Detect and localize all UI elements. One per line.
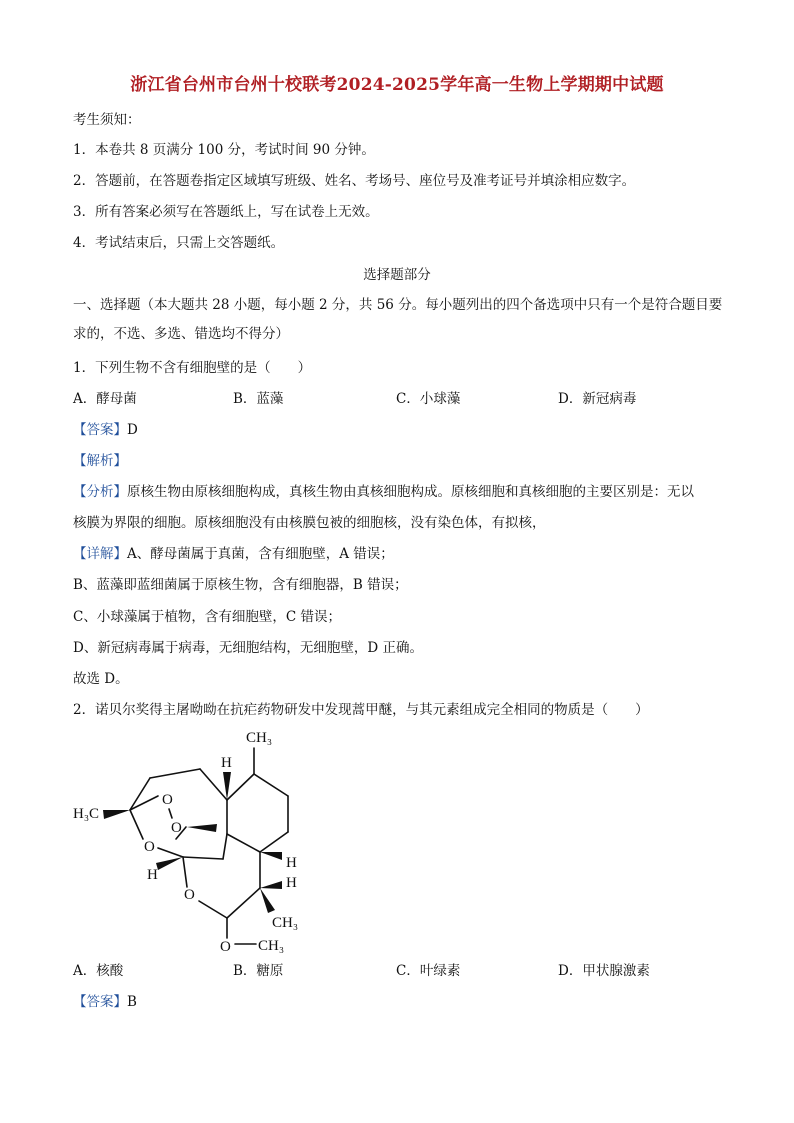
q1-xiangjie-line: B、蓝藻即蓝细菌属于原核生物，含有细胞器，B 错误； xyxy=(73,577,408,593)
part-intro: 一、选择题（本大题共 28 小题，每小题 2 分，共 56 分。每小题列出的四个备选项中只有一个是符合题目要求的，不选、多选、错选均不得分） xyxy=(73,297,723,342)
notice-item: 3．所有答案必须写在答题纸上，写在试卷上无效。 xyxy=(73,204,379,220)
q1-fenxi-cont: 核膜为界限的细胞。原核细胞没有由核膜包被的细胞核，没有染色体，有拟核， xyxy=(73,515,546,531)
q2-option-a: A．核酸 xyxy=(73,963,124,979)
q1-option-a: A．酵母菌 xyxy=(73,391,137,407)
q1-option-b: B．蓝藻 xyxy=(233,391,284,407)
q2-option-b: B．糖原 xyxy=(233,963,284,979)
answer-tag: 【答案】 xyxy=(73,422,127,438)
label-o-methoxy: O xyxy=(220,939,231,955)
notice-item: 4．考试结束后，只需上交答题纸。 xyxy=(73,235,285,251)
label-h-right-2: H xyxy=(286,875,297,891)
label-h-right-1: H xyxy=(286,855,297,871)
q2-answer xyxy=(73,992,137,1012)
xiangjie-tag: 【详解】 xyxy=(73,546,127,562)
page-title: 浙江省台州市台州十校联考2024-2025学年高一生物上学期期中试题 xyxy=(130,75,664,95)
q1-fenxi xyxy=(73,482,694,502)
label-och3: CH₃ xyxy=(258,938,285,954)
label-o-lower: O xyxy=(184,887,195,903)
q1-conclusion: 故选 D。 xyxy=(73,671,129,687)
answer-tag: 【答案】 xyxy=(73,994,127,1010)
label-o-peroxide-1: O xyxy=(162,792,173,808)
q1-analysis-tag: 【解析】 xyxy=(73,453,127,469)
answer-value: D xyxy=(127,422,138,438)
q1-answer xyxy=(73,420,138,440)
notice-item: 1．本卷共 8 页满分 100 分，考试时间 90 分钟。 xyxy=(73,142,375,158)
q1-option-c: C．小球藻 xyxy=(396,391,461,407)
question-2-stem: 2．诺贝尔奖得主屠呦呦在抗疟药物研发中发现蒿甲醚，与其元素组成完全相同的物质是（ ） xyxy=(73,702,649,718)
section-title: 选择题部分 xyxy=(363,267,431,283)
q1-option-d: D．新冠病毒 xyxy=(558,391,637,407)
question-1-stem: 1．下列生物不含有细胞壁的是（ ） xyxy=(73,360,312,376)
label-ch3-right: CH₃ xyxy=(272,915,299,931)
notice-heading: 考生须知： xyxy=(73,112,141,128)
label-h3c-left: H₃C xyxy=(73,806,100,822)
q2-option-c: C．叶绿素 xyxy=(396,963,461,979)
label-h-left: H xyxy=(147,867,158,883)
label-h-top: H xyxy=(221,755,232,771)
notice-item: 2．答题前，在答题卷指定区域填写班级、姓名、考场号、座位号及准考证号并填涂相应数字。 xyxy=(73,173,636,189)
q1-xiangjie-line: C、小球藻属于植物，含有细胞壁，C 错误； xyxy=(73,609,341,625)
q1-xiangjie-line: D、新冠病毒属于病毒，无细胞结构，无细胞壁，D 正确。 xyxy=(73,640,423,656)
q1-xiangjie xyxy=(73,544,394,564)
xiangjie-text: A、酵母菌属于真菌，含有细胞壁，A 错误； xyxy=(127,546,394,562)
label-o-peroxide-2: O xyxy=(171,820,182,836)
answer-value: B xyxy=(127,994,137,1010)
fenxi-text: 原核生物由原核细胞构成，真核生物由真核细胞构成。原核细胞和真核细胞的主要区别是：无以 xyxy=(127,484,694,500)
artemether-structure xyxy=(60,722,320,958)
label-ch3-top: CH₃ xyxy=(246,730,273,746)
fenxi-tag: 【分析】 xyxy=(73,484,127,500)
label-o-ring: O xyxy=(144,839,155,855)
q2-option-d: D．甲状腺激素 xyxy=(558,963,650,979)
